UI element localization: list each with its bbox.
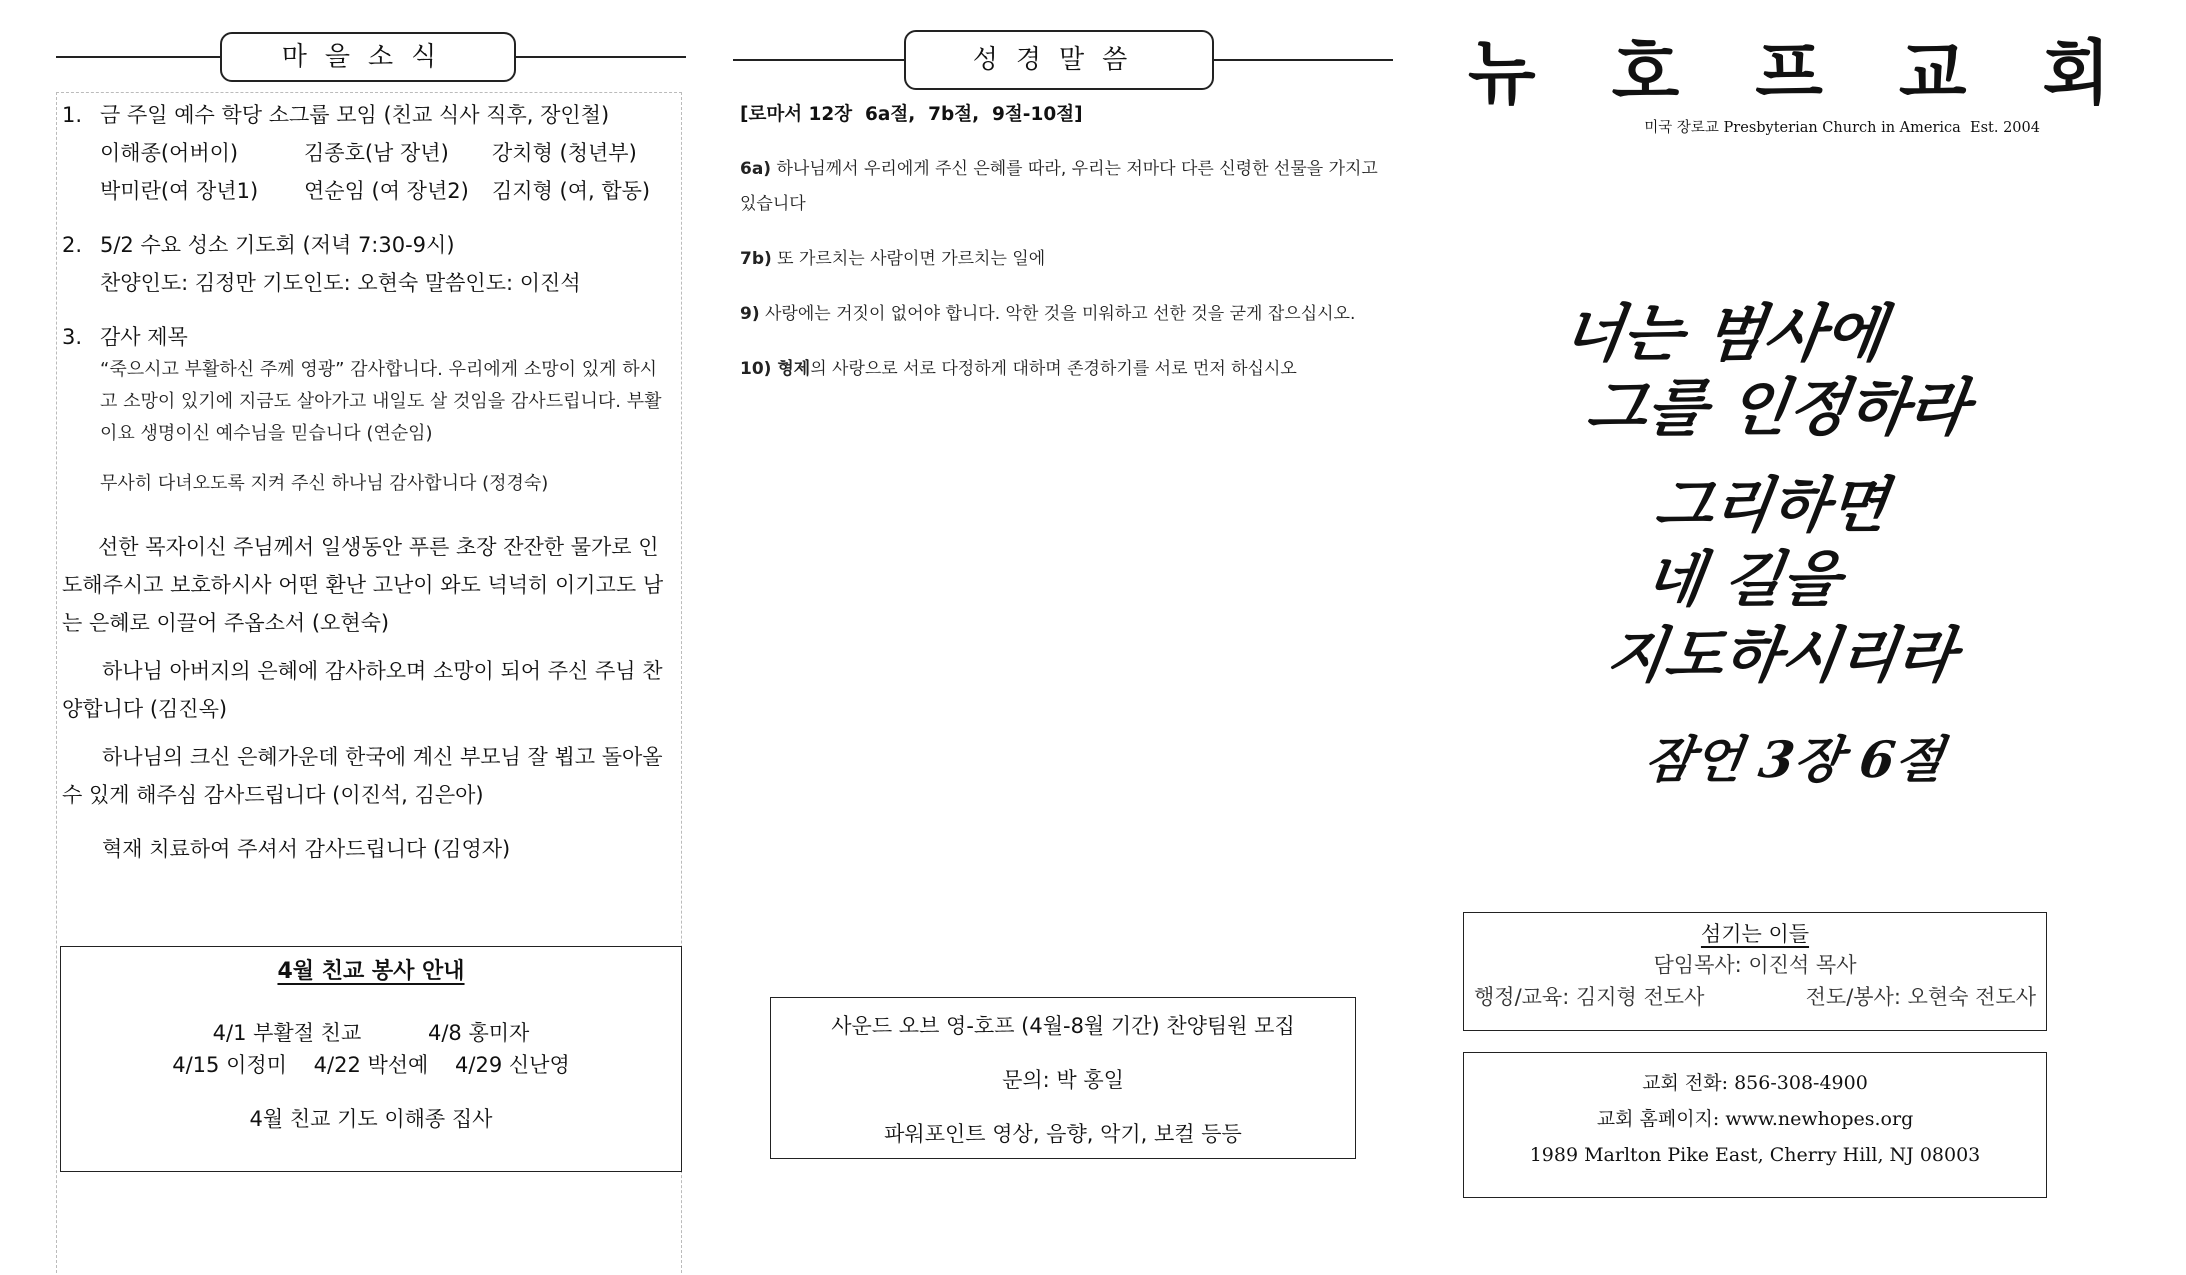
recruit-roles: 파워포인트 영상, 음향, 악기, 보컬 등등 (884, 1122, 1242, 1146)
news-item-3 (62, 322, 672, 500)
group-leader: 연순임 (여 장년2) (304, 179, 469, 203)
verse (740, 297, 1390, 332)
scripture-verses (740, 152, 1390, 387)
scripture-title: 성경말씀 (904, 30, 1214, 90)
verse (740, 152, 1390, 222)
thanks-paragraph: 하나님 아버지의 은혜에 감사하오며 소망이 되어 주신 주님 찬양합니다 (김진옥) (62, 659, 663, 721)
fellowship-schedule-1: 4/1 부활절 친교 4/8 홍미자 (212, 1021, 530, 1045)
recruit-title: 사운드 오브 영-호프 (4월-8월 기간) 찬양팀원 모집 (831, 1014, 1295, 1038)
calligraphy-line: 너는 범사에 (1558, 297, 1890, 370)
church-phone: 교회 전화: 856-308-4900 (1642, 1072, 1868, 1094)
news-item-2 (62, 230, 672, 298)
verse-text: 의 사랑으로 서로 다정하게 대하며 존경하기를 서로 먼저 하십시오 (810, 359, 1297, 379)
news-item-1-text: 금 주일 예수 학당 소그룹 모임 (친교 식사 직후, 장인철) (100, 103, 610, 127)
verse (740, 242, 1390, 277)
news-item-3-number: 3. (62, 325, 83, 349)
group-leader: 김지형 (여, 합동) (492, 179, 651, 203)
fellowship-title: 4월 친교 봉사 안내 (277, 959, 465, 984)
group-leader: 박미란(여 장년1) (100, 179, 259, 203)
verse-ref: 9) (740, 304, 760, 324)
staff-mission: 전도/봉사: 오현숙 전도사 (1805, 985, 2036, 1009)
contact-box (1463, 1052, 2047, 1198)
church-website[interactable]: 교회 홈페이지: www.newhopes.org (1596, 1108, 1914, 1130)
news-item-2-text: 5/2 수요 성소 기도회 (저녁 7:30-9시) (100, 233, 455, 257)
staff-title: 섬기는 이들 (1700, 922, 1810, 946)
recruit-box (770, 997, 1356, 1159)
news-item-1 (62, 100, 672, 206)
group-leader: 김종호(남 장년) (304, 141, 449, 165)
group-leader: 강치형 (청년부) (492, 141, 637, 165)
group-leader: 이해종(어버이) (100, 141, 239, 165)
staff-row (1464, 981, 2046, 1013)
news-item-2-roles: 찬양인도: 김정만 기도인도: 오현숙 말씀인도: 이진석 (100, 271, 581, 295)
thanks-paragraph: 하나님의 크신 은혜가운데 한국에 계신 부모님 잘 뵙고 돌아올수 있게 해주심 감사드립니다 (이진석, 김은아) (62, 745, 663, 807)
staff-box (1463, 912, 2047, 1031)
fellowship-schedule-2: 4/15 이정미 4/22 박선예 4/29 신난영 (172, 1053, 570, 1077)
thanks-paragraph: 무사히 다녀오도록 지켜 주신 하나님 감사합니다 (정경숙) (100, 473, 549, 494)
church-name: 뉴호프교회 (1468, 32, 2186, 114)
news-item-2-number: 2. (62, 233, 83, 257)
calligraphy-line: 잠언 3장 6절 (1641, 730, 1948, 789)
verse-text: 사랑에는 거짓이 없어야 합니다. 악한 것을 미워하고 선한 것을 굳게 잡으십시오. (759, 304, 1356, 324)
verse-ref: 10) 형제 (740, 359, 811, 379)
thanks-paragraph: “죽으시고 부활하신 주께 영광” 감사합니다. 우리에게 소망이 있게 하시고 소망이 있기에 지금도 살아가고 내일도 살 것임을 감사드립니다. 부활이요 생명이신 예수님을 믿습니다 (연순임) (100, 359, 662, 444)
verse-ref: 7b) (740, 249, 772, 269)
verse-ref: 6a) (740, 159, 772, 179)
calligraphy-verse (1540, 270, 2000, 810)
village-news-title: 마을소식 (220, 32, 516, 82)
news-item-3-title: 감사 제목 (100, 325, 188, 349)
thanks-list (62, 528, 678, 868)
verse-text: 또 가르치는 사람이면 가르치는 일에 (771, 249, 1046, 269)
calligraphy-line: 그리하면 (1650, 471, 1893, 541)
church-address: 1989 Marlton Pike East, Cherry Hill, NJ 08003 (1529, 1144, 1981, 1166)
scripture-reference: [로마서 12장 6a절, 7b절, 9절-10절] (740, 104, 1083, 125)
verse (740, 352, 1390, 387)
thanks-paragraph: 선한 목자이신 주님께서 일생동안 푸른 초장 잔잔한 물가로 인도해주시고 보호하시사 어떤 환난 고난이 와도 넉넉히 이기고도 남는 은혜로 이끌어 주옵소서 (오현숙) (62, 535, 664, 635)
staff-admin: 행정/교육: 김지형 전도사 (1474, 985, 1705, 1009)
fellowship-box (60, 946, 682, 1172)
thanks-paragraph: 혁재 치료하여 주셔서 감사드립니다 (김영자) (102, 837, 511, 861)
verse-text: 하나님께서 우리에게 주신 은혜를 따라, 우리는 저마다 다른 신령한 선물을 가지고 있습니다 (740, 159, 1378, 214)
recruit-contact: 문의: 박 홍일 (1002, 1068, 1124, 1092)
news-item-1-number: 1. (62, 103, 83, 127)
calligraphy-line: 지도하시리라 (1602, 621, 1960, 691)
calligraphy-line: 네 길을 (1640, 545, 1845, 615)
staff-pastor: 담임목사: 이진석 목사 (1653, 953, 1857, 977)
fellowship-prayer: 4월 친교 기도 이해종 집사 (249, 1107, 493, 1131)
church-subtitle: 미국 장로교 Presbyterian Church in America Est. 2004 (1644, 120, 2040, 136)
calligraphy-line: 그를 인정하라 (1582, 371, 1974, 444)
